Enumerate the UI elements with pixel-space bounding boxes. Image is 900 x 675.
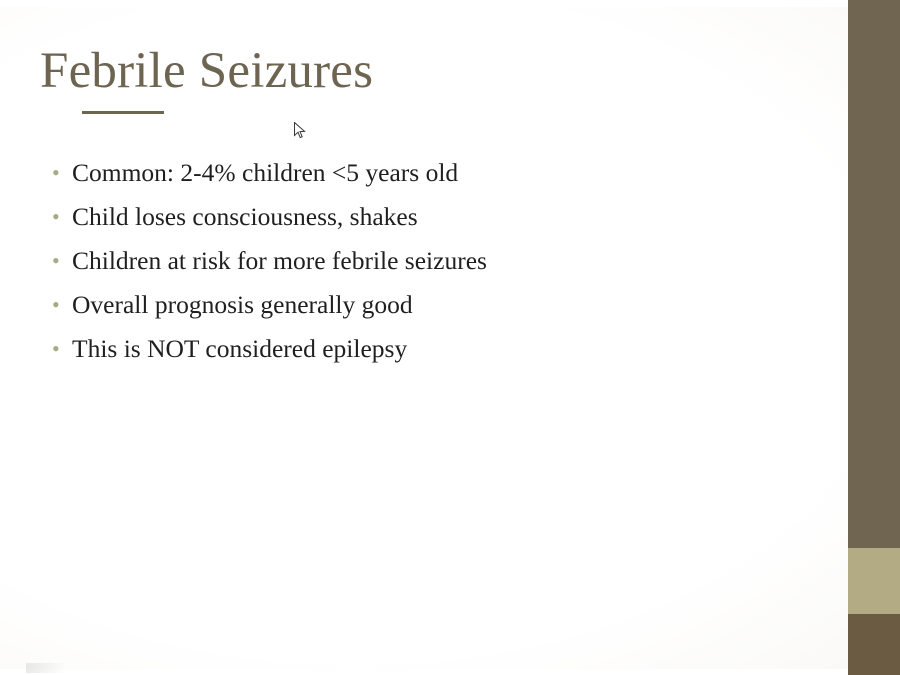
sidebar-accent-block xyxy=(848,548,900,614)
sidebar-bottom-block xyxy=(848,614,900,675)
bullet-marker-icon: • xyxy=(52,336,60,361)
slide-bottom-edge xyxy=(0,669,848,675)
list-item-label: This is NOT considered epilepsy xyxy=(72,334,408,363)
bullet-marker-icon: • xyxy=(52,248,60,273)
list-item xyxy=(52,200,792,234)
list-item-label: Child loses consciousness, shakes xyxy=(72,202,418,231)
bullet-marker-icon: • xyxy=(52,160,60,185)
list-item-label: Children at risk for more febrile seizures xyxy=(72,246,487,275)
corner-artifact xyxy=(26,663,66,673)
mouse-cursor-icon xyxy=(294,122,306,139)
bullet-list xyxy=(52,156,792,376)
list-item xyxy=(52,244,792,278)
list-item-label: Common: 2-4% children <5 years old xyxy=(72,158,459,187)
list-item xyxy=(52,156,792,190)
bullet-marker-icon: • xyxy=(52,292,60,317)
list-item xyxy=(52,332,792,366)
title-underline xyxy=(82,111,164,114)
list-item xyxy=(52,288,792,322)
slide-top-edge xyxy=(0,0,848,7)
bullet-marker-icon: • xyxy=(52,204,60,229)
page-title: Febrile Seizures xyxy=(40,43,374,99)
list-item-label: Overall prognosis generally good xyxy=(72,290,413,319)
